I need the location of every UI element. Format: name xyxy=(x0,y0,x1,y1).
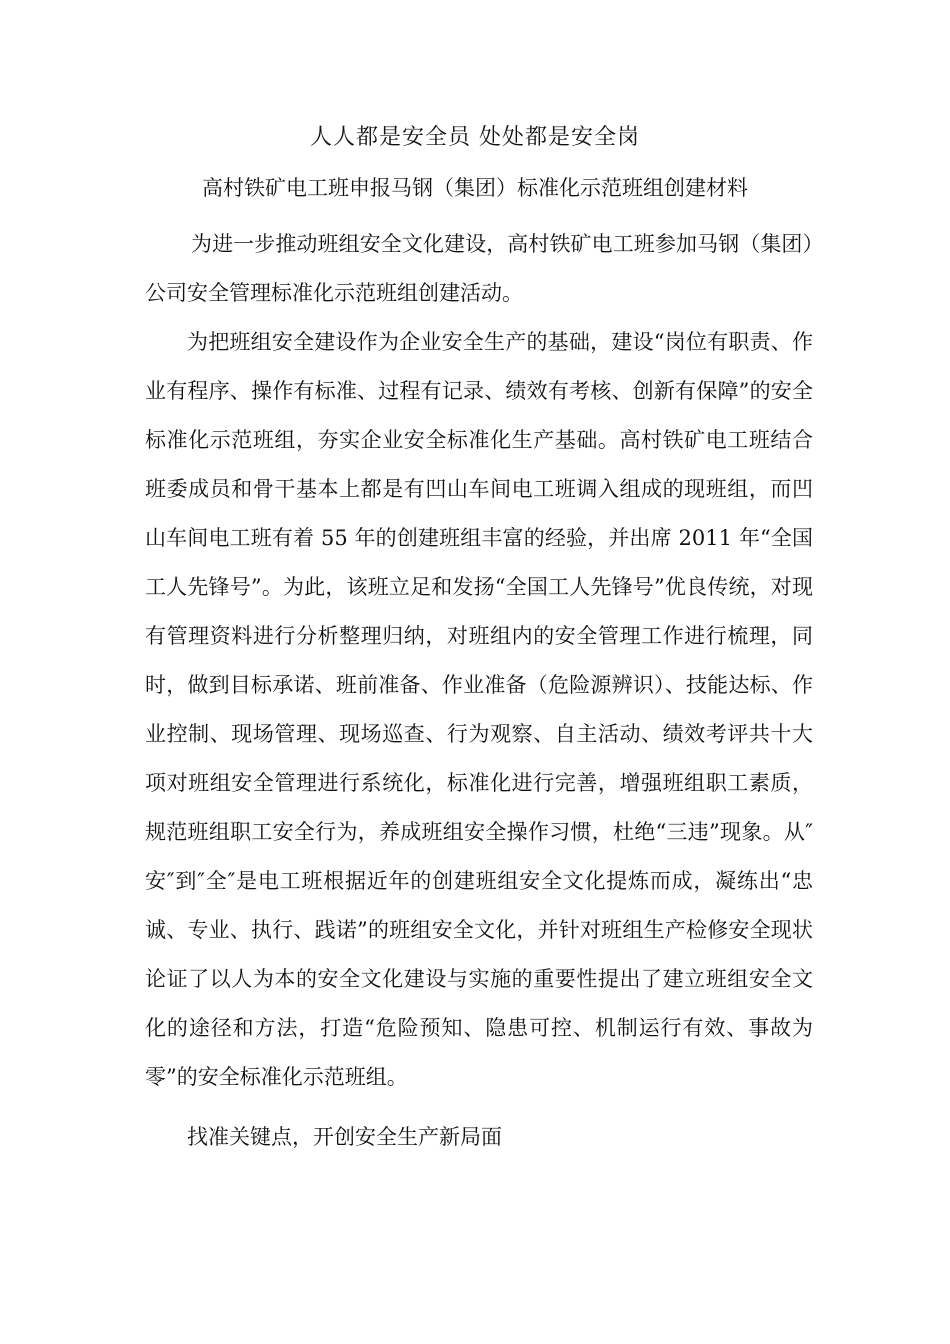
paragraph-main: 为把班组安全建设作为企业安全生产的基础，建设“岗位有职责、作业有程序、操作有标准、过程有记录、绩效有考核、创新有保障”的安全标准化示范班组，夯实企业安全标准化生产基础。高村铁矿电工班结合班委成员和骨干基本上都是有凹山车间电工班调入组成的现班组，而凹山车间电工班有着 55 年的创建班组丰富的经验，并出席 2011 年“全国工人先锋号”。为此，该班立足和发扬“全国工人先锋号”优良传统，对现有管理资料进行分析整理归纳，对班组内的安全管理工作进行梳理，同时，做到目标承诺、班前准备、作业准备（危险源辨识）、技能达标、作业控制、现场管理、现场巡查、行为观察、自主活动、绩效考评共十大项对班组安全管理进行系统化，标准化进行完善，增强班组职工素质，规范班组职工安全行为，养成班组安全操作习惯，杜绝“三违”现象。从″安″到″全″是电工班根据近年的创建班组安全文化提炼而成，凝练出“忠诚、专业、执行、践诺”的班组安全文化，并针对班组生产检修安全现状论证了以人为本的安全文化建设与实施的重要性提出了建立班组安全文化的途径和方法，打造“危险预知、隐患可控、机制运行有效、事故为零”的安全标准化示范班组。 xyxy=(145,330,813,1089)
section-heading: 找准关键点，开创安全生产新局面 xyxy=(187,1125,502,1149)
document-body xyxy=(145,220,813,1162)
document-title: 人人都是安全员 处处都是安全岗 xyxy=(310,125,640,150)
paragraph-intro: 为进一步推动班组安全文化建设，高村铁矿电工班参加马钢（集团）公司安全管理标准化示范班组创建活动。 xyxy=(145,232,813,305)
document-subtitle: 高村铁矿电工班申报马钢（集团）标准化示范班组创建材料 xyxy=(202,176,748,200)
